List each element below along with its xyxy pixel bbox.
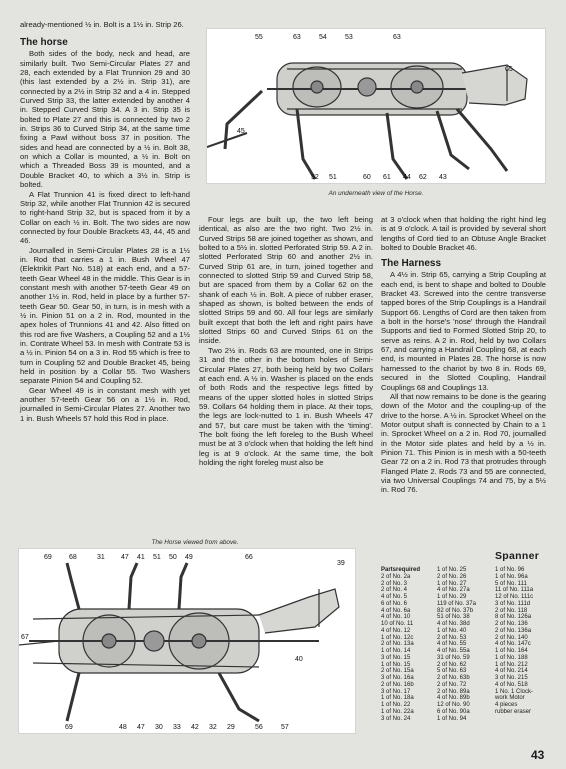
parts-item: 3 of No. 17 <box>381 688 411 695</box>
parts-list <box>381 567 551 727</box>
parts-item: 2 of No. 118 <box>495 607 528 614</box>
parts-item: 2 of No. 53 <box>437 634 467 641</box>
paragraph: A Flat Trunnion 41 is fixed direct to left-hand Strip 32, while another Flat Trunnion 42 is secured to right-hand Strip 32, but is spaced from it by a Collar on each ½ in. Bolt. The two sides are now connected by four Double Brackets 43, 44, 45 and 46. <box>20 189 190 246</box>
parts-item: 119 of No. 37a <box>437 600 476 607</box>
parts-item: 1 of No. 25 <box>437 567 467 573</box>
parts-item: 2 of No. 15a <box>381 668 414 675</box>
callout: 69 <box>65 724 73 731</box>
callout: 69 <box>44 554 52 561</box>
parts-item: 1 of No. 96a <box>495 573 528 580</box>
paragraph: Journalled in Semi-Circular Plates 28 is a 1½ in. Rod that carries a 1 in. Bush Wheel 47 (Elektrikit Part No. 518) at each end, and a 57-teeth Gear Wheel 48 in the middle. This Gear is in constant mesh with another 57-teeth Gear 49 on another 1½ in. Rod, held in place by a further 57-teeth Gear 50. Gear 50, in turn, is in mesh with a ½ in. Pinion 51 on a 2 in. Rod, mounted in the apex holes of Trunnions 41 and 42. Also fitted on this rod are five Washers, a Coupling 52 and a 1½ in. Contrate Wheel 53. In mesh with Contrate 53 is a ½ in. Pinion 54 on a 3 in. Rod 55 which is free to turn in Coupling 52 and Double Bracket 45, being held in position by a Collar 55. Two Washers separate Pinion 54 and Coupling 52. <box>20 245 190 386</box>
parts-item: 1 of No. 15 <box>381 661 411 668</box>
paragraph: Gear Wheel 49 is in constant mesh with yet another 57-teeth Gear 56 on a 1½ in. Rod, journalled in Semi-Circular Plates 27. Another two 1 in. Bush Wheels 57 hold this Rod in place. <box>20 385 190 423</box>
parts-item: 2 of No. 3 <box>381 580 408 587</box>
parts-item: 11 of No. 111a <box>495 587 534 594</box>
parts-item: 3 of No. 215 <box>495 675 528 681</box>
parts-item: 4 of No. 12 <box>381 627 411 634</box>
parts-item: 1 of No. 212 <box>495 661 528 668</box>
column-right <box>381 215 546 495</box>
parts-item: 12 of No. 90 <box>437 702 470 708</box>
spanner-label: Spanner <box>495 550 540 562</box>
callout: 67 <box>21 634 29 641</box>
paragraph: Both sides of the body, neck and head, are similarly built. Two Semi-Circular Plates 27 and 28, each extended by a Flat Trunnion 29 and 30 (this last extended by a 2½ in. Strip 31), are connected by a 2½ in Strip 32 and a 4 in. Stepped Curved Strip 33, the latter extended by another 4 in. Stepped Curved Strip 34. A 3 in. Strip 35 is bolted to Plate 27 and this is connected by two 2 in. Strips 36 to Curved Strip 34, at the same time fixing a Pawl without boss 37 in position. The sides and head are connected by a ½ in. Bolt 38, on which a Collar is mounted, a ½ in. Bolt on which a Threaded Boss 39 is mounted, and a Double Bracket 40, to which a 3½ in. Strip is bolted. <box>20 49 190 190</box>
parts-item: 2 of No. 2a <box>381 573 411 580</box>
callout: 47 <box>121 554 129 561</box>
parts-item: 1 of No. 12c <box>381 634 414 641</box>
parts-item: 4 of No. 147c <box>495 641 531 648</box>
parts-item: 10 of No. 11 <box>381 621 414 627</box>
parts-item: 2 of No. 136a <box>495 627 532 634</box>
parts-item: 1 of No. 14 <box>381 648 411 654</box>
parts-item: 4 of No. 518 <box>495 681 528 688</box>
column-left <box>20 20 190 423</box>
parts-item: 4 of No. 5 <box>381 594 408 600</box>
parts-heading: Partsrequired <box>381 567 421 573</box>
paragraph: at 3 o'clock when that holding the right hind leg is at 9 o'clock. A tail is provided by several short lengths of Cord tied to an Obtuse Angle Bracket bolted to Double Bracket 46. <box>381 215 546 253</box>
parts-item: 2 of No. 26 <box>437 573 467 580</box>
paragraph: All that now remains to be done is the gearing down of the Motor and the coupling-up of the drive to the horse. A ½ in. Sprocket Wheel on the Motor output shaft is connected by Chain to a 1 in. Sprocket Wheel on a 2 in. Rod 70, journalled in the Motor side plates and held by a ½ in. Pinion 71. This Pinion is in mesh with a 50-teeth Gear 72 on a 2 in. Rod 73 that protrudes through Flanged Plate 2. Rods 73 and 55 are connected, via two Universal Couplings 74 and 75, by a 5½ in. Rod 76. <box>381 391 546 495</box>
callout: 62 <box>419 174 427 181</box>
callout: 42 <box>191 724 199 731</box>
callout: 68 <box>69 554 77 561</box>
paragraph: Two 2½ in. Rods 63 are mounted, one in Strips 31 and the other in the bottom holes of Semi-Circular Plates 27, both being held by two Collars at each end. A ½ in. Washer is placed on the ends of both Rods and the respective legs fitted by means of the upper slotted holes in slotted Strips 59. Collars 64 holding them in place. At their tops, the legs are lock-nutted to 1 in. Bush Wheels 47 and 57, but care must be taken with the 'timing'. The bolt fixing the left foreleg to the Bush Wheel must be at 3 o'clock when that holding the left hind leg is at 9 o'clock. At the same time, the bolt holding the right foreleg must also be <box>199 345 373 467</box>
parts-item: 6 of No. 6 <box>381 600 408 607</box>
parts-item: 2 of No. 140 <box>495 634 528 641</box>
parts-item: rubber eraser <box>495 708 532 715</box>
callout: 30 <box>155 724 163 731</box>
callout: 63 <box>393 34 401 41</box>
column-middle <box>199 215 373 467</box>
parts-item: 8 of No. 126a <box>495 614 532 621</box>
parts-item: 1 of No. 40 <box>437 627 467 634</box>
callout: 44 <box>403 174 411 181</box>
parts-item: 3 of No. 15 <box>381 654 411 661</box>
parts-item: 4 of No. 6a <box>381 607 411 614</box>
parts-item: 4 of No. 55a <box>437 648 470 654</box>
page-number: 43 <box>531 748 545 762</box>
parts-item: 12 of No. 111c <box>495 594 534 600</box>
callout: 31 <box>97 554 105 561</box>
heading-the-harness: The Harness <box>381 258 442 270</box>
parts-item: 3 of No. 16a <box>381 675 414 681</box>
parts-item: 5 of No. 111 <box>495 580 527 587</box>
parts-item: 2 of No. 13a <box>381 641 414 648</box>
parts-item: 1 of No. 188 <box>495 654 528 661</box>
parts-item: 82 of No. 37b <box>437 607 474 614</box>
parts-item: 4 of No. 10 <box>381 614 411 621</box>
heading-the-horse: The horse <box>20 37 68 49</box>
callout: 49 <box>185 554 193 561</box>
parts-item: 2 of No. 62 <box>437 661 467 668</box>
callout: 55 <box>255 34 263 41</box>
parts-item: 3 of No. 24 <box>381 715 411 722</box>
parts-item: 1 No. 1 Clock- <box>495 688 534 695</box>
parts-column-3 <box>495 567 533 716</box>
parts-item: 2 of No. 4 <box>381 587 408 594</box>
parts-item: 3 of No. 111d <box>495 600 531 607</box>
callout: 65 <box>505 66 513 73</box>
parts-item: 4 of No. 214 <box>495 668 528 675</box>
callout: 63 <box>293 34 301 41</box>
parts-item: 2 of No. 16b <box>381 681 414 688</box>
callout: 40 <box>295 656 303 663</box>
parts-item: 5 of No. 63 <box>437 668 467 675</box>
parts-item: 1 of No. 29 <box>437 594 467 600</box>
parts-item: 4 of No. 38d <box>437 621 470 627</box>
callout: 66 <box>245 554 253 561</box>
callout: 45 <box>237 128 245 135</box>
parts-item: 1 of No. 22 <box>381 702 411 708</box>
figure-caption-bottom: The Horse viewed from above. <box>151 539 239 546</box>
parts-column-2 <box>437 567 476 722</box>
parts-item: 2 of No. 63b <box>437 675 470 681</box>
parts-item: 1 of No. 94 <box>437 715 467 722</box>
parts-item: 2 of No. 89a <box>437 688 470 695</box>
parts-item: 51 of No. 38 <box>437 614 470 621</box>
parts-item: 2 of No. 136 <box>495 621 528 627</box>
parts-item: 2 of No. 72 <box>437 681 467 688</box>
intro-text: already-mentioned ½ in. Bolt is a 1½ in. Strip 26. <box>20 20 184 29</box>
parts-column-1 <box>381 567 420 722</box>
figure-top-view <box>18 548 356 734</box>
callout: 61 <box>383 174 391 181</box>
parts-item: 31 of No. 59 <box>437 654 470 661</box>
parts-item: 6 of No. 90a <box>437 708 470 715</box>
callout: 56 <box>255 724 263 731</box>
callout: 51 <box>153 554 161 561</box>
callout: 60 <box>363 174 371 181</box>
paragraph: Four legs are built up, the two left being identical, as also are the two right. Two 2½ in. Curved Strips 58 are joined together as shown, and bolted to a 5½ in. slotted Perforated Strip 59. A 2 in. slotted Perforated Strip 60 and another 2½ in. Curved Strip 61 are, in turn, joined together and connected to slotted Strip 59 and Curved Strip 58, but are spaced from them by a Collar 62 on the shank of each ½ in. Bolt. A piece of rubber eraser, shaped as shown, is bolted between the ends of slotted Strips 59 and 60. All four legs are similarly built except that both the left and right pairs have slotted Strips 60 and Curved Strips 61 on the inside. <box>199 215 373 346</box>
callout: 47 <box>137 724 145 731</box>
horse-underneath-illustration <box>207 29 545 183</box>
parts-item: 4 pieces <box>495 702 518 708</box>
callout: 29 <box>227 724 235 731</box>
parts-item: 1 of No. 96 <box>495 567 525 573</box>
callout: 32 <box>209 724 217 731</box>
callout: 48 <box>119 724 127 731</box>
callout: 51 <box>329 174 337 181</box>
callout: 43 <box>439 174 447 181</box>
parts-item: 1 of No. 18a <box>381 695 414 702</box>
callout: 50 <box>169 554 177 561</box>
callout: 39 <box>337 560 345 567</box>
parts-item: 1 of No. 22a <box>381 708 414 715</box>
callout: 53 <box>345 34 353 41</box>
callout: 52 <box>311 174 319 181</box>
parts-item: 1 of No. 27 <box>437 580 467 587</box>
parts-item: 4 of No. 89b <box>437 695 470 702</box>
parts-item: 1 of No. 164 <box>495 648 528 654</box>
parts-item: 4 of No. 27a <box>437 587 470 594</box>
callout: 33 <box>173 724 181 731</box>
parts-item: work Motor <box>495 695 525 702</box>
callout: 57 <box>281 724 289 731</box>
paragraph: A 4½ in. Strip 65, carrying a Strip Coupling at each end, is bent to shape and bolted to Double Bracket 43. Screwed into the centre transverse tapped bores of the Strip Couplings is a Handrail Support 66. Lengths of Cord are then taken from a bolt in the horse's 'nose' through the Handrail Supports and tied to Formed Slotted Strip 20, to serve as reins. A 2 in. Rod, held by two Collars 67, and carrying a Handrail Coupling 68, at each end, is mounted in Plates 28. The horse is now harnessed to the chariot by two 8 in. Rods 69, secured in the Slotted Coupling, Handrail Couplings 68 and Couplings 13. <box>381 270 546 392</box>
horse-above-illustration <box>19 549 355 733</box>
callout: 41 <box>137 554 145 561</box>
figure-caption-top: An underneath view of the Horse. <box>328 190 424 197</box>
parts-item: 4 of No. 55 <box>437 641 467 648</box>
callout: 54 <box>319 34 327 41</box>
figure-underneath-view <box>206 28 546 184</box>
